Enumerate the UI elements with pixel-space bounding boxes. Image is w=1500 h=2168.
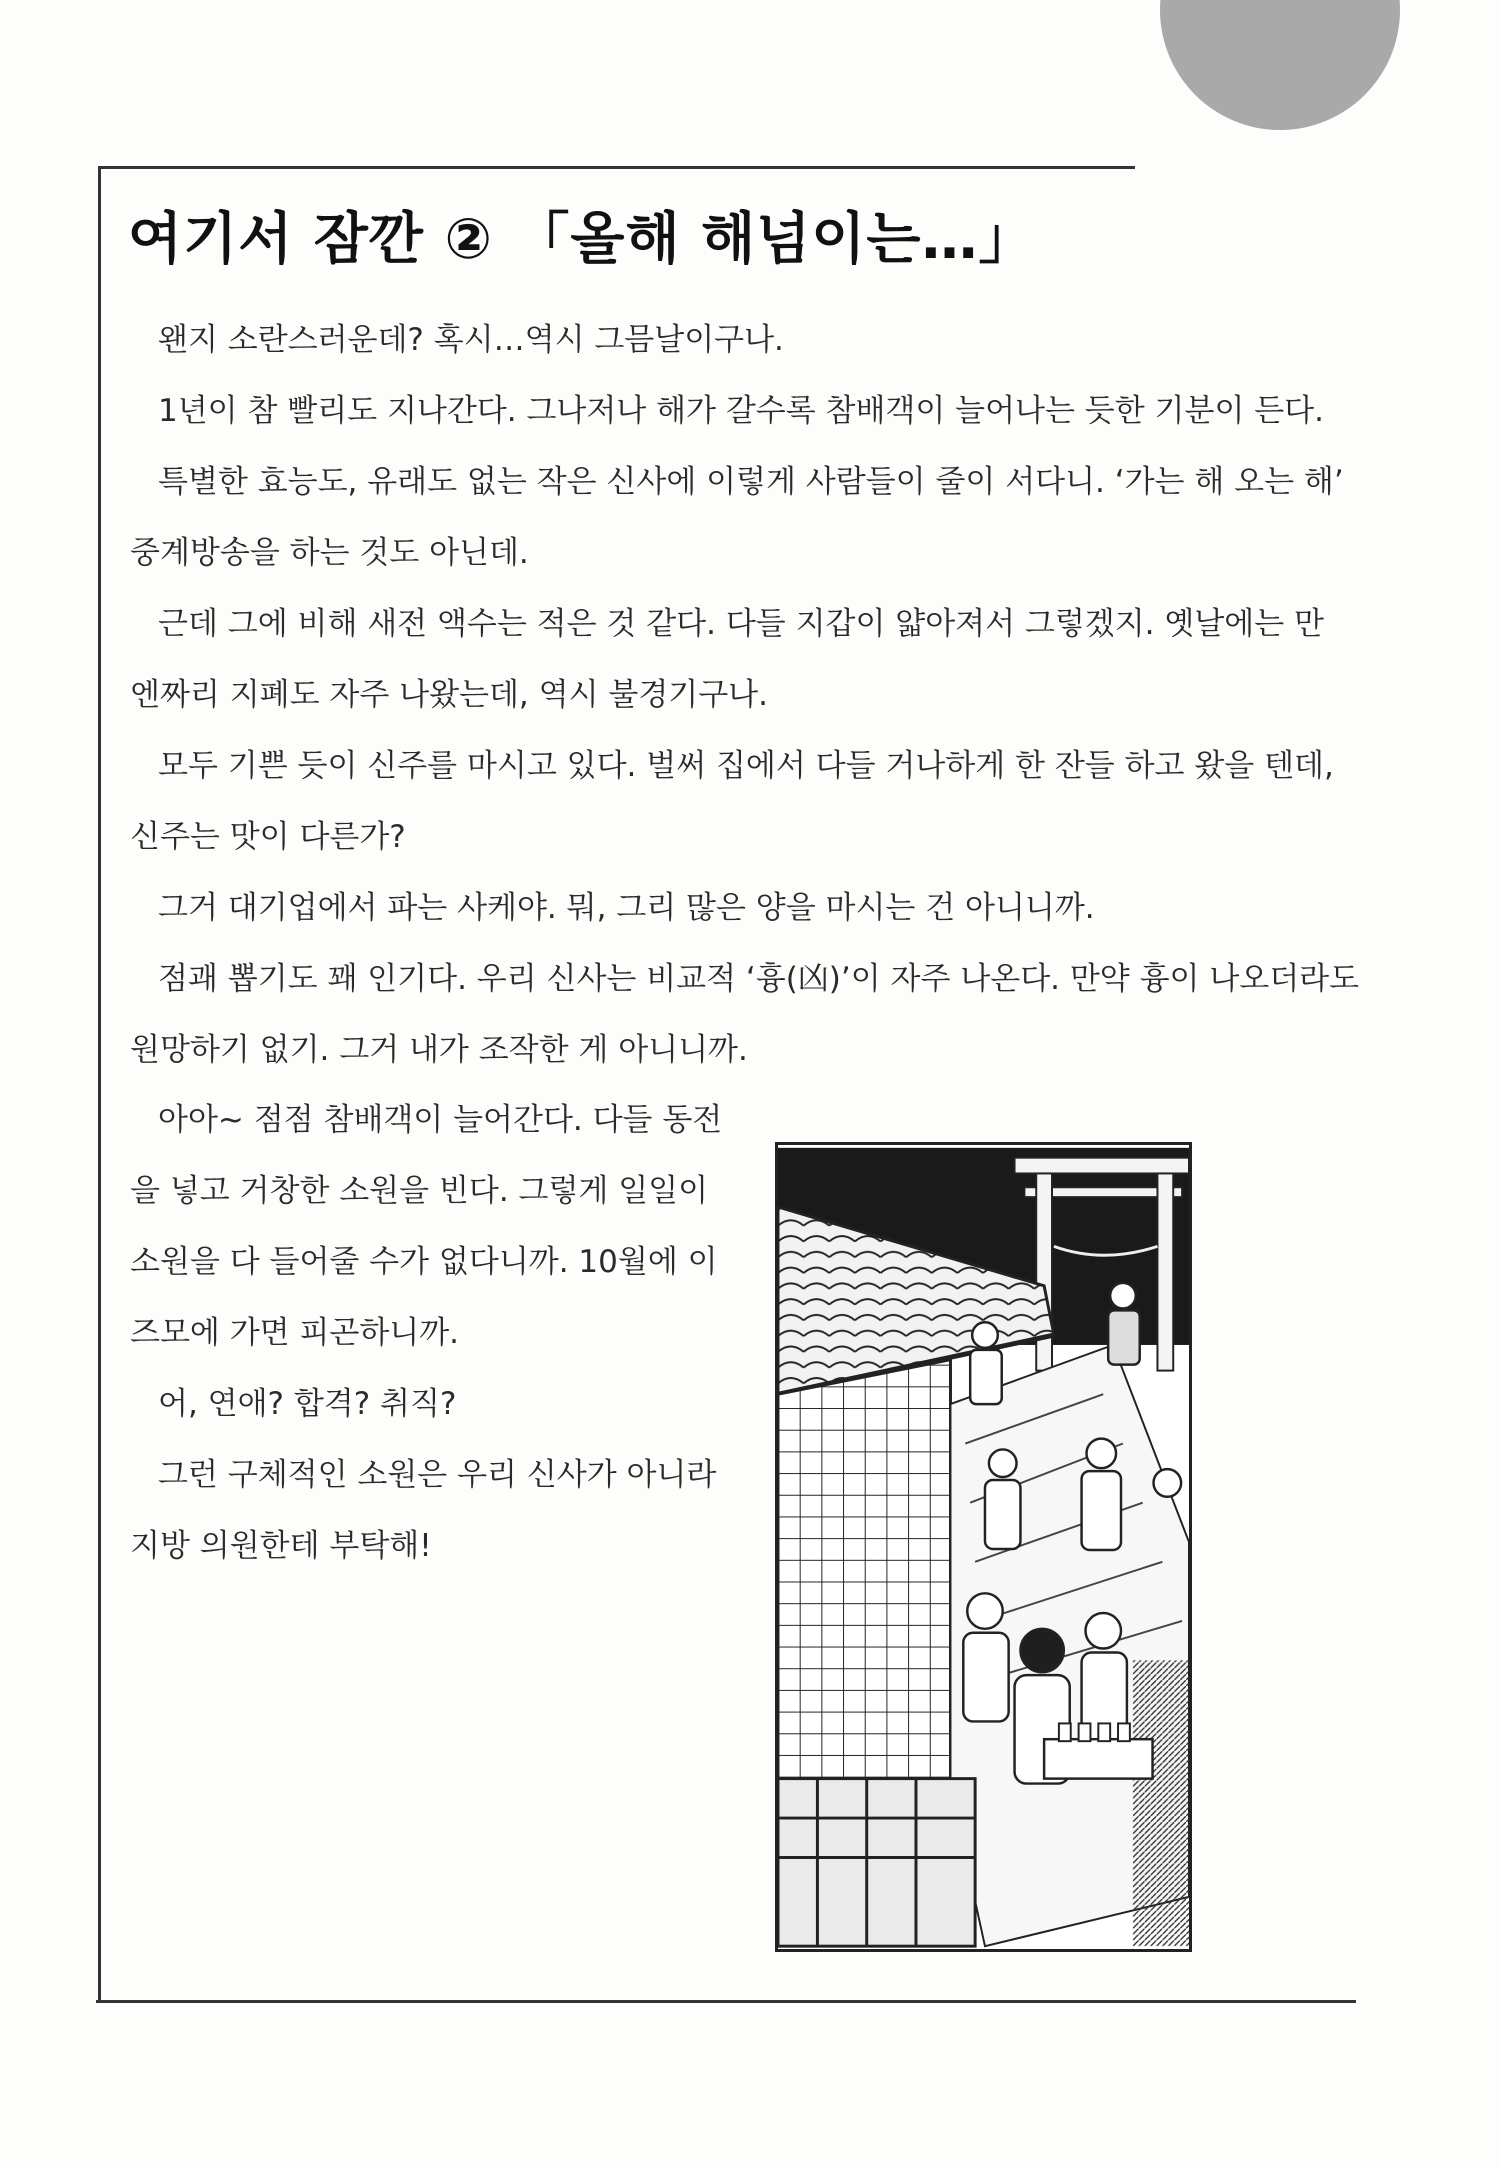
paragraph: 그런 구체적인 소원은 우리 신사가 아니라 지방 의원한테 부탁해!	[130, 1457, 717, 1564]
shrine-illustration	[775, 1142, 1192, 1952]
paragraph: 점괘 뽑기도 꽤 인기다. 우리 신사는 비교적 ‘흉(凶)’이 자주 나온다. 만약 흉이 나오더라도 원망하기 없기. 그거 내가 조작한 게 아니니까.	[130, 961, 1360, 1068]
paragraph: 아아~ 점점 참배객이 늘어간다. 다들 동전을 넣고 거창한 소원을 빈다. 그렇게 일일이 소원을 다 들어줄 수가 없다니까. 10월에 이즈모에 가면 피곤하니까.	[130, 1102, 723, 1351]
section-title: 여기서 잠깐 ② 「올해 해넘이는…」	[128, 207, 1036, 272]
frame-left-rule	[98, 166, 101, 2003]
paragraph: 어, 연애? 합격? 취직?	[158, 1386, 457, 1422]
paragraph: 특별한 효능도, 유래도 없는 작은 신사에 이렇게 사람들이 줄이 서다니. ‘가는 해 오는 해’ 중계방송을 하는 것도 아닌데.	[130, 464, 1344, 571]
paragraph: 그거 대기업에서 파는 사케야. 뭐, 그리 많은 양을 마시는 건 아니니까.	[158, 890, 1095, 926]
frame-bottom-rule	[96, 2000, 1356, 2003]
shrine-crowd-drawing	[778, 1145, 1189, 1949]
paragraph: 왠지 소란스러운데? 혹시…역시 그믐날이구나.	[158, 322, 784, 358]
main-text	[130, 305, 1360, 1086]
paragraph: 모두 기쁜 듯이 신주를 마시고 있다. 벌써 집에서 다들 거나하게 한 잔들 하고 왔을 텐데, 신주는 맛이 다른가?	[130, 748, 1334, 855]
paragraph: 1년이 참 빨리도 지나간다. 그나저나 해가 갈수록 참배객이 늘어나는 듯한 기분이 든다.	[158, 393, 1324, 429]
side-text	[130, 1085, 740, 1582]
frame-top-rule	[100, 166, 1135, 169]
paragraph: 근데 그에 비해 새전 액수는 적은 것 같다. 다들 지갑이 얇아져서 그렇겠지. 옛날에는 만 엔짜리 지폐도 자주 나왔는데, 역시 불경기구나.	[130, 606, 1324, 713]
page-corner-tab	[1160, 0, 1400, 130]
